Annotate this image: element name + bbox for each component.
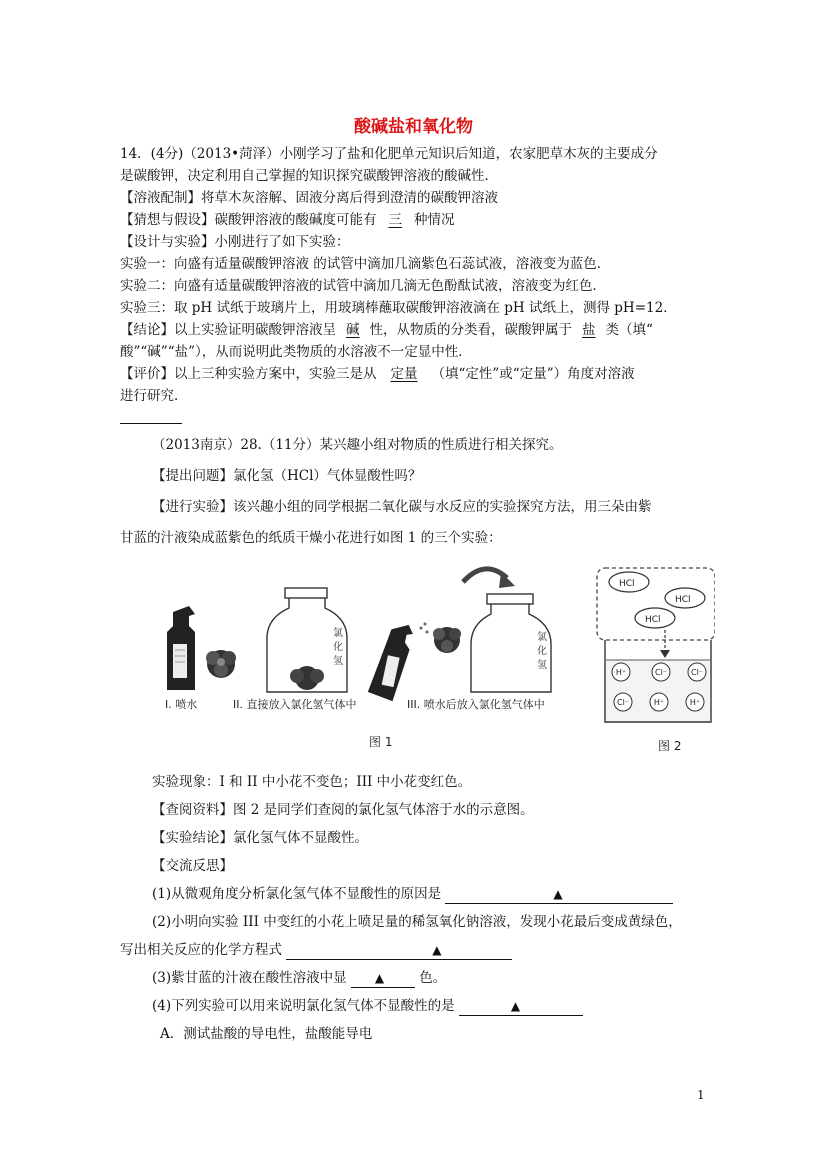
flower-icon [206, 650, 236, 678]
svg-text:氢: 氢 [537, 660, 547, 671]
answer-quantitative: 定量 [390, 366, 418, 382]
svg-text:氯: 氯 [537, 632, 547, 643]
figure-1-label-i: I. 喷水 [165, 698, 198, 711]
q28-part-2-line-1: (2)小明向实验 III 中变红的小花上喷足量的稀氢氧化钠溶液，发现小花最后变成黄绿色， [152, 914, 682, 930]
q28-experiment-1: 【进行实验】该兴趣小组的同学根据二氧化碳与水反应的实验探究方法，用三朵由紫 [152, 499, 652, 515]
q28-reflection: 【交流反思】 [152, 858, 233, 874]
q14-line-9 [120, 320, 653, 340]
spray-bottle-icon [167, 606, 195, 690]
q28-part-2-line-2 [120, 940, 512, 960]
arrow-icon [463, 569, 515, 588]
answer-alkaline: 碱 [346, 322, 360, 338]
q14-line-8: 实验三：取 pH 试纸于玻璃片上，用玻璃棒蘸取碳酸钾溶液滴在 pH 试纸上，测得 pH=12． [120, 300, 677, 316]
q14-line-3: 【溶液配制】将草木灰溶解、固液分离后得到澄清的碳酸钾溶液 [120, 190, 498, 206]
part-4-blank[interactable] [459, 1000, 583, 1016]
part-1-blank[interactable] [445, 888, 673, 904]
answer-salt: 盐 [582, 322, 596, 338]
q14-line-4-tail: 种情况 [414, 212, 455, 228]
part-3-blank[interactable] [351, 972, 415, 988]
gas-label: HCl [619, 579, 635, 589]
q28-experiment-2: 甘蓝的汁液染成蓝紫色的纸质干燥小花进行如图 1 的三个实验： [120, 530, 502, 546]
part-2-blank[interactable] [286, 944, 512, 960]
flower-icon [420, 623, 462, 654]
q14-line-11-tail: （填“定性”或“定量”）角度对溶液 [431, 366, 635, 382]
separator-line [120, 423, 182, 424]
experiment-figures [155, 560, 715, 760]
q14-line-7: 实验二：向盛有适量碳酸钾溶液的试管中滴加几滴无色酚酞试液，溶液变为红色． [120, 278, 606, 294]
q28-option-a: A．测试盐酸的导电性，盐酸能导电 [160, 1026, 373, 1042]
part-3-tail: 色。 [419, 970, 447, 986]
figure-1-label-iii: III. 喷水后放入氯化氢气体中 [407, 698, 545, 711]
q28-data: 【查阅资料】图 2 是同学们查阅的氯化氢气体溶于水的示意图。 [152, 802, 534, 818]
triangle-mark-icon: ▲ [374, 971, 385, 985]
q14-line-5: 【设计与实验】小刚进行了如下实验： [120, 234, 350, 250]
page-number: 1 [697, 1088, 705, 1102]
q14-line-10: 酸”“碱”“盐”），从而说明此类物质的水溶液不一定显中性． [120, 344, 472, 360]
q14-line-4 [120, 210, 455, 230]
figure-1 [165, 569, 551, 749]
q28-part-3 [152, 968, 446, 988]
q14-line-1: 14．(4分)（2013•菏泽）小刚学习了盐和化肥单元知识后知道，农家肥草木灰的主要成分 [120, 146, 658, 162]
jar-icon [471, 594, 551, 692]
triangle-mark-icon: ▲ [553, 887, 563, 901]
part-2-text: 写出相关反应的化学方程式 [120, 942, 282, 958]
figure-2-caption: 图 2 [658, 739, 682, 753]
figure-1-caption: 图 1 [369, 735, 393, 749]
ion-label: H⁺ [615, 668, 627, 677]
triangle-mark-icon: ▲ [432, 943, 442, 957]
ion-label: Cl⁻ [654, 668, 668, 677]
q14-line-9-text: 【结论】以上实验证明碳酸钾溶液呈 [120, 322, 336, 338]
part-3-text: (3)紫甘蓝的汁液在酸性溶液中显 [152, 970, 347, 986]
part-1-text: (1)从微观角度分析氯化氢气体不显酸性的原因是 [152, 886, 442, 902]
q28-conclusion: 【实验结论】氯化氢气体不显酸性。 [152, 830, 368, 846]
q28-part-1 [152, 884, 673, 904]
q28-phenomenon: 实验现象：I 和 II 中小花不变色；III 中小花变红色。 [152, 774, 472, 790]
q28-intro: （2013南京）28.（11分）某兴趣小组对物质的性质进行相关探究。 [152, 437, 563, 453]
q28-question: 【提出问题】氯化氢（HCl）气体显酸性吗？ [152, 468, 422, 484]
ion-label: H⁺ [689, 698, 701, 707]
part-4-text: (4)下列实验可以用来说明氯化氢气体不显酸性的是 [152, 998, 455, 1014]
q14-line-9-tail: 类（填“ [605, 322, 653, 338]
svg-text:化: 化 [537, 646, 547, 657]
figure-2 [597, 568, 715, 753]
q14-line-6: 实验一：向盛有适量碳酸钾溶液 的试管中滴加几滴紫色石蕊试液，溶液变为蓝色． [120, 256, 611, 272]
ion-label: Cl⁻ [690, 668, 704, 677]
gas-label: HCl [675, 595, 691, 605]
page-title: 酸碱盐和氧化物 [354, 117, 473, 137]
jar-icon [267, 588, 347, 692]
answer-cases: 三 [388, 212, 402, 228]
ion-label: H⁺ [653, 698, 665, 707]
q14-line-11-text: 【评价】以上三种实验方案中，实验三是从 [120, 366, 377, 382]
svg-text:氢: 氢 [333, 656, 343, 667]
q28-part-4 [152, 996, 583, 1016]
svg-text:氯: 氯 [333, 628, 343, 639]
ion-label: Cl⁻ [616, 698, 630, 707]
figure-1-label-ii: II. 直接放入氯化氢气体中 [233, 698, 357, 711]
svg-text:化: 化 [333, 642, 343, 653]
gas-label: HCl [645, 615, 661, 625]
q14-line-2: 是碳酸钾，决定利用自己掌握的知识探究碳酸钾溶液的酸碱性． [120, 168, 498, 184]
triangle-mark-icon: ▲ [510, 999, 521, 1013]
q14-line-12: 进行研究． [120, 388, 188, 404]
q14-line-4-text: 【猜想与假设】碳酸钾溶液的酸碱度可能有 [120, 212, 377, 228]
q14-line-11 [120, 364, 635, 384]
q14-line-9-mid: 性，从物质的分类看，碳酸钾属于 [369, 322, 572, 338]
spray-bottle-icon [367, 620, 415, 703]
